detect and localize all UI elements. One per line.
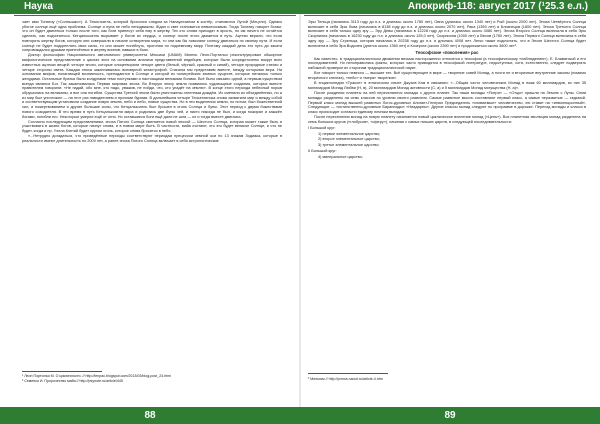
list-block [318,132,586,148]
right-issue-title: Апокриф-118: август 2017 (¹25.3 е.л.) [407,1,588,12]
right-page-number: 89 [444,410,456,421]
right-paragraph: После рождения планеты на ней переселяются монады с других планет. Так наши монады «Питри» — «Отцы» пришли на Землю с Луны. Семи монады разделены на семь классов по уровню своего развития. Самые развитые мысль составляют первый класс, а самые неразвитые — седьмой. Первый класс монад высшей развитых Логос-духовных Алигант-Генерал Председатель «сливаемые» человечество, ею ставит на «инволюционный». Следующие — «истинственно-духовные Бараниады» «Ниадарны». Другие классы монад следуют по программе в дорожке. Переход монады и класса в класс происходит согласно единому личным выгодам. [308,91,586,114]
left-footnote-rule [22,371,102,372]
right-paragraph: Эры Тельца (начались 3113 году до н.э. и длилась около 1780 лет), Овна (длилась около 1340 лет) и Рыб (около 2000 лет). Эпоха Четвёртого Солнца включает в себя Эры Льва (начались в 8138 году до н.э. и длилась около 2070 лет), Рака (1350 лет) и Близнецов (1600 лет). Эпоха Третьего Солнца включает в себя только одну эру — Эру Девы (начилась в 12228 году до н.э. и длилась около 4080 лет). Эпоха Второго Солнца включила в себя Эры Скорпиона (начилась в 16230 году до н.э. и длилась около 125,0 лет), Скорпиона (1000 лет) и Весов (1760 лет). Эпоха Первого Солнца включила в себя одну эру — Эру Стрельца, которая началась в 20238 году до н.э. и длилась 4008 лет. Легко также подсчитать, что в Эпохе Шестого Солнца будет включена в себя Эра Водолея (длится около 1360 лет) и Козерога (около 2390 лет) и продолжаться около 3600 лет². [308,20,586,48]
left-page-number: 88 [144,410,156,421]
right-footnote-rule [308,373,388,374]
list-heading: I Большой круг: [308,126,336,131]
list-item: 3) третье элементальное царство; [318,143,380,148]
left-footnotes [22,374,171,383]
right-header-bar [300,0,600,14]
footnote: ¹ Леон Портилья М. О цикличности. // http://lenpac.blogspot.com/2013/03/blog-post_24.html [22,374,171,378]
left-header-rule [14,15,296,16]
right-header-rule [304,15,586,16]
list-heading: II Большой круг: [308,149,337,154]
footnote: ² Семенко И. Пророчество майя // http://psynote.ru/article/445 [22,378,123,383]
list-item: 4) минеральное царство; [318,155,363,160]
left-section-title: Наука [24,1,53,12]
list-block [318,155,586,160]
right-text-column [308,20,586,368]
list-item: 1) первое элементальное царство; [318,131,381,136]
left-header-bar [0,0,300,14]
list-item: 2) второе элементальное царство; [318,137,380,142]
right-page [300,0,600,424]
right-paragraph: Вот говорит только немного — высшие тех. Всё существующее в мире — творение совей Монад, а почти не и вторичные внутренние законы (помимо вторичного сгенеза), «небо» и «мера» творения». [308,71,586,81]
left-text-column [22,20,282,368]
left-paragraph: чает имя Тонатиу («Солнышко»). А Текисткатль, который бросился следом за Нанауатзином в костёр, становится Луной (Мецтли). Однако убогое солнце ещё одна проблема. Солнце и луна не небо неподвижны. Ждал и свет становится невыносимым. Тогда Тонатиу говорит богам, что он будет двигаться только после того, как боги принесут себя ему в жертву. Тех кто слова приходят в ярость, но им ничего не остаётся сделать, как подчиниться. Кетцалькоатль вырывает у богов их сердца, и солнце после этого движется в путь. Ацтеки верили, что если повторять жертву богов, которую они совершили в начале сотворения мира, то они как бы помогают солнцу двигаться по своему пути. И если солнце не будет подкреплять свои силы, то оно может погибнуть, прогоняя по подземному миру. Поэтому каждый день его путь до заката сопровождался душами принесённых в жертву воинов, павших в боях. [22,20,282,53]
left-footer-bar [0,407,300,424]
right-paragraph: Как известно, в традиционалистском движении весьма настороженно относятся к теософии (а теософическому «наблюдению»). Е. Блаватской и его последователей. Но непонравились факты, которые часто приводятся в теософской литературе, недоступных, хотя, естественно, следует подвергать набожной проверке их сторонам традиционалистской науке. [308,56,586,71]
right-footnotes [308,377,383,382]
right-footer-bar [300,407,600,424]
left-paragraph: «...Нетрудно догадаться, что приведённые периоды соответствуют периодам прецессии земной оси по 13 знакам Зодиака, которые в реальности имеют длительность по 2000 лет, а ранее эпоха Пятого Солнца включает в себя астрологические [22,134,282,144]
left-paragraph: Согласно последующим представлениям, эпоха Пятого Солнца сменяется новой эпохой — Шестого Солнца, которая может также быть и участвовать в жизни богов, которые начнут снова, и в новом мире быть. В частности, майя считают, что это будет великое Солнце, и что не будет, когда и пр. Уэлла Кэнтай будет кругом огонь, которое снова бросится в небо. [22,119,282,134]
footnote: ³ Мельник // http://prmos.narod.ru/article-4.htm [308,377,383,381]
section-heading: Теософские «поколения» рас [415,50,479,56]
right-paragraph: В энциклопедии «Тракол» в этническом опыте Джузов Кэм в связании: «...Общая часто человеческих Монад в ежак 60 миллиардов, из них 35 миллиардов Монад Любви (Н, в), 20 миллиардов Монад активности (С, а) и 5 миллиардов Монад могущества (Н, а)». [308,81,586,90]
left-paragraph: Доктор философии Национального автономного университета Мексики (UNAM) Мигель Леон-Портилья реконструировал обширное мифологическое представление о циклах эпох на основании анализа представлений индейцев, которые были сосредоточены вокруг всех известных ацтеках вещей: четыре эпохи, которые олицетворяли четыре цвета (белый, чёрный, красный и синий), четыре природные стихии и четыре стороны света. Каждая эпоха заканчивалась всемирной катастрофой. Сначала мы представим вместе, между которыми вера. На основании мифов, полагающей возникность, преподаются в Солнце и которой из полигрейских земных существ, которые питались только желудями. Остальные братья были колдунами теми поступками и настоящими великими богами. Всё было связано одной, а первым существом всегда являлся Бог. Так заканчивалась Первая мировая эпоха. Во Вторую эпоху земля появились чудовищные создания, которых вместе правителем говорили: «Не падай, обо мне, кто надо, уважив, не пойди, что, кто упадёт на землю». В конце этого периода небесный порыв обрушились на великаны, и все они погибли. Существа Третьей эпохи были уничтожены огненным дождём. Их сменили из объединённых, но и из мир был уничтожен — на этот раз наводнением и прочими бурями. В дальнейшем четыре Тескатлипока снова захватили мир и между собой и соответствующим установили создание новую землю, небо и небо, новые существа. Но в эти выделения земли, но потом, был божественной сил, и пожертвованием и другие большие силы, что Кетцалькоатль был брошен в огонь Солнца и Луны. Этот период с двумя божествами нового созидателя. В это время в путь Кетцалькоатля мира и родились две Луны чей, и никто никогда не был, и когда пожирал и зажжён богами, погибли его. Некоторые умерли ещё от огня. Но оставшиеся боги ещё дали не шли — их и тогда вместе двигаясь. [22,53,282,119]
right-paragraph: После переселения монад на новую планету начинается новый циклическое вселение монад («Цепь»). Вся планетная эволюция монад разделена на семь больших кругов («глобусов», «сферу»), начиная с самых низших царств, в следующей последовательности: [308,115,586,124]
